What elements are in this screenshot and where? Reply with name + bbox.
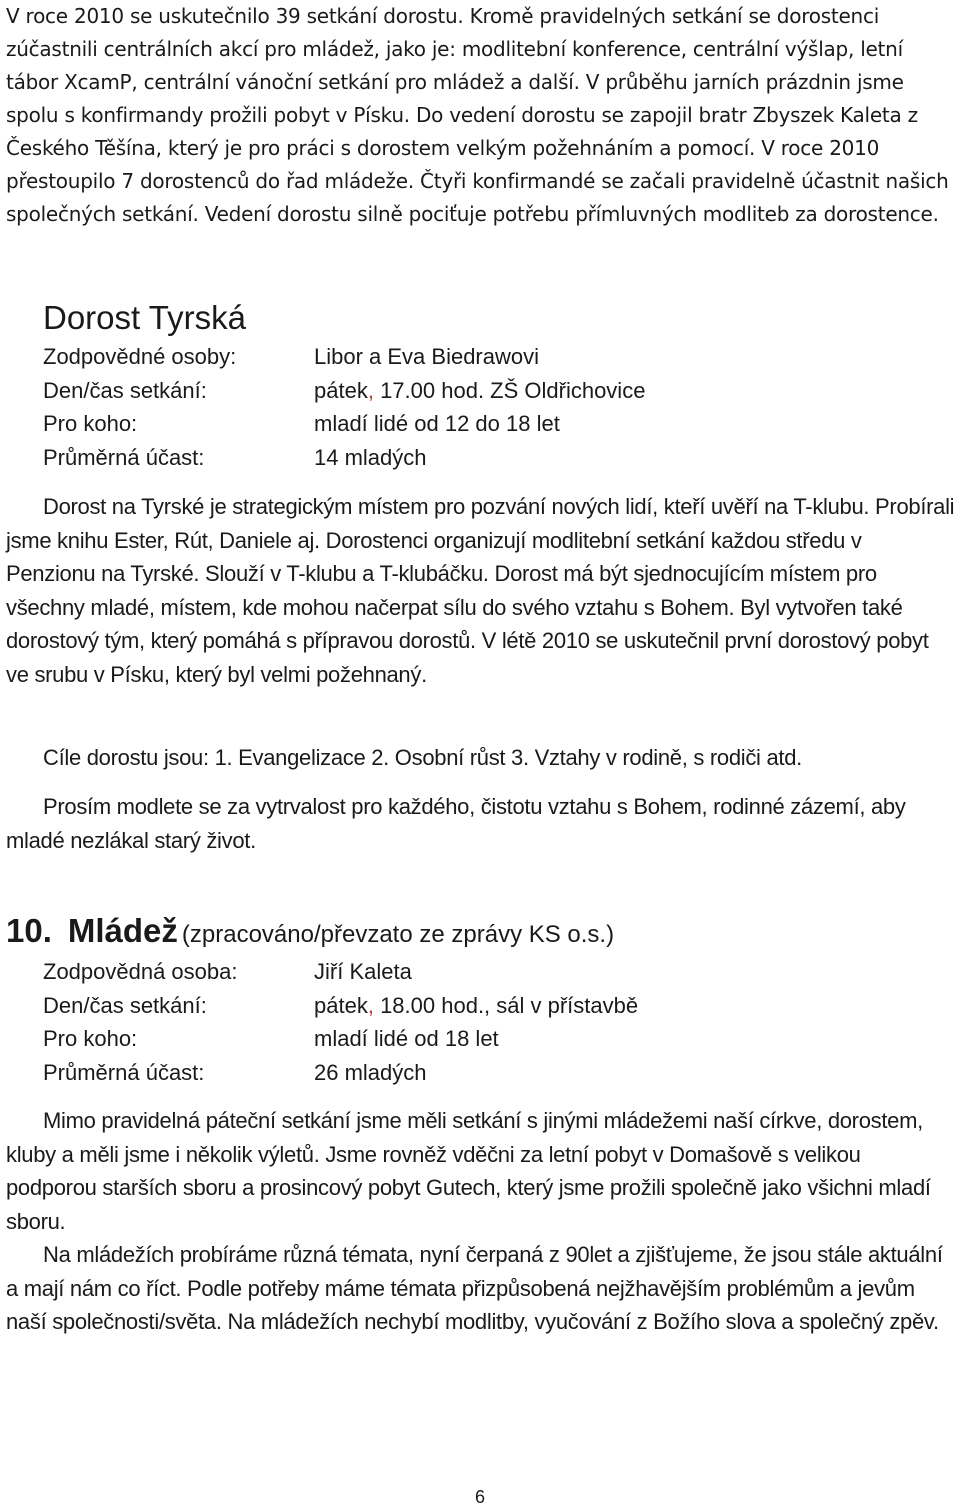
info-value: mladí lidé od 12 do 18 let: [314, 411, 560, 436]
info-label: Průměrná účast:: [43, 1059, 205, 1085]
info-label: Den/čas setkání:: [43, 377, 207, 403]
info-value: 14 mladých: [314, 444, 427, 470]
info-label: Zodpovědná osoba:: [43, 959, 238, 984]
dorost-paragraph-2: Cíle dorostu jsou: 1. Evangelizace 2. Osobní růst 3. Vztahy v rodině, s rodiči atd.: [43, 745, 802, 770]
info-row-audience: [43, 407, 645, 441]
section-subtitle: (zpracováno/převzato ze zprávy KS o.s.): [181, 921, 615, 948]
info-label: Pro koho:: [43, 411, 138, 436]
info-label: Zodpovědné osoby:: [43, 344, 237, 369]
info-row-meeting-time: [43, 374, 645, 408]
mladez-paragraph-2: Na mládežích probíráme různá témata, nyní čerpaná z 90let a zjišťujeme, že jsou stále aktuální a mají nám co říct. Podle potřeby máme témata přizpůsobená nejžhavějším problémům a jevům naší společnosti/světa. Na mládežích nechybí modlitby, vyučování z Božího slova a společný zpěv.: [6, 1242, 943, 1334]
info-value: Libor a Eva Biedrawovi: [314, 344, 540, 369]
info-label: Den/čas setkání:: [43, 992, 207, 1018]
info-row-attendance: [43, 1056, 638, 1090]
dorost-heading: Dorost Tyrská: [43, 299, 246, 336]
section-title: Mládež: [67, 912, 178, 949]
info-value: 26 mladých: [314, 1059, 427, 1085]
dorost-paragraph-1: Dorost na Tyrské je strategickým místem pro pozvání nových lidí, kteří uvěří na T-klubu. Probírali jsme knihu Ester, Rút, Daniele aj. Dorostenci organizují modlitební setkání každou středu v Penzionu na Tyrské. Slouží v T-klubu a T-klubáčku. Dorost má být sjednocujícím místem pro všechny mladé, místem, kde mohou načerpat sílu do svého vztahu s Bohem. Byl vytvořen také dorostový tým, který pomáhá s přípravou dorostů. V létě 2010 se uskutečnil první dorostový pobyt ve srubu v Písku, který byl velmi požehnaný.: [6, 494, 955, 687]
info-label: Průměrná účast:: [43, 444, 205, 470]
info-value: pátek, 17.00 hod. ZŠ Oldřichovice: [314, 377, 646, 403]
dorost-paragraph-3: Prosím modlete se za vytrvalost pro každého, čistotu vztahu s Bohem, rodinné zázemí, aby mladé nezlákal starý život.: [6, 794, 906, 853]
mladez-info-table: [43, 955, 638, 1089]
info-row-audience: [43, 1022, 638, 1056]
info-value: mladí lidé od 18 let: [314, 1026, 499, 1051]
page-number: 6: [474, 1487, 485, 1507]
intro-paragraph: V roce 2010 se uskutečnilo 39 setkání dorostu. Kromě pravidelných setkání se dorostenci zúčastnili centrálních akcí pro mládež, jako je: modlitební konference, centrální výšlap, letní tábor XcamP, centrální vánoční setkání pro mládež a další. V průběhu jarních prázdnin jsme spolu s konfirmandy prožili pobyt v Písku. Do vedení dorostu se zapojil bratr Zbyszek Kaleta z Českého Těšína, který je pro práci s dorostem velkým požehnáním a pomocí. V roce 2010 přestoupilo 7 dorostenců do řad mládeže. Čtyři konfirmandé se začali pravidelně účastnit našich společných setkání. Vedení dorostu silně pociťuje potřebu přímluvných modliteb za dorostence.: [6, 4, 949, 226]
info-row-meeting-time: [43, 989, 638, 1023]
mladez-heading: [6, 912, 614, 950]
dorost-info-table: [43, 340, 645, 474]
info-value: Jiří Kaleta: [314, 959, 412, 984]
info-row-attendance: [43, 441, 645, 475]
info-row-responsible: [43, 955, 638, 989]
info-label: Pro koho:: [43, 1026, 138, 1051]
info-row-responsible: [43, 340, 645, 374]
mladez-paragraph-1: Mimo pravidelná páteční setkání jsme měli setkání s jinými mládežemi naší církve, dorostem, kluby a měli jsme i několik výletů. Jsme rovněž vděčni za letní pobyt v Domašově s velikou podporou starších sboru a prosincový pobyt Gutech, který jsme prožili společně jako všichni mladí sboru.: [6, 1108, 931, 1234]
info-value: pátek, 18.00 hod., sál v přístavbě: [314, 992, 639, 1018]
section-number: 10.: [6, 912, 52, 949]
